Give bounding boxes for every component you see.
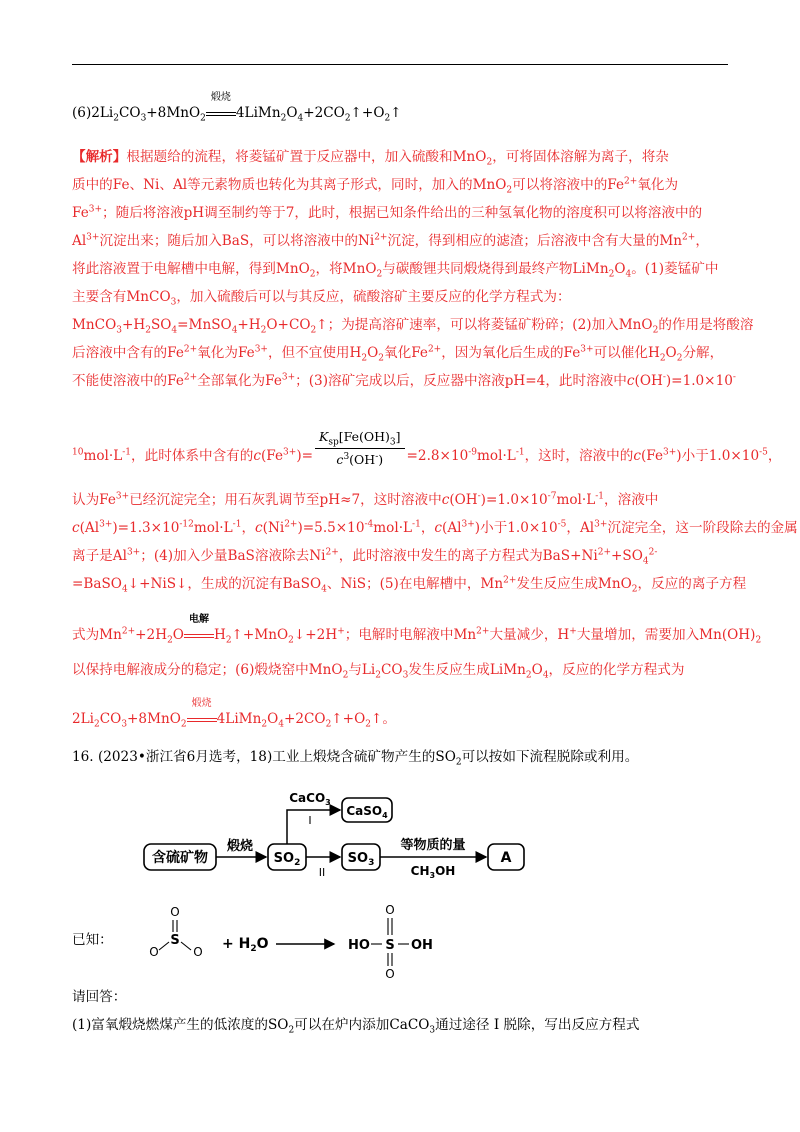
reaction-condition: 煅烧 (206, 104, 236, 122)
h2so4-ho: HO (348, 938, 370, 953)
analysis-line-15: 式为$Mn^{2+}+2H_2O$ 电解 $H_2↑+MnO_2↓+2H^+$；电解时电解液中$Mn^{2+}$大量减少，H+大量增加，需要加入$Mn(OH)_2$ (72, 614, 762, 646)
analysis-line-17: $2Li_2CO_3+8MnO_2$ 煅烧 $4LiMn_2O_4+2CO_2↑+O_2↑$。 (72, 698, 396, 730)
analysis-line-9: 不能使溶液中的$Fe^{2+}$全部氧化为$Fe^{3+}$；(3)溶矿完成以后，反应器中溶液pH=4，此时溶液中c(OH-)=1.0×10- (72, 372, 736, 389)
process-flow-diagram (100, 782, 700, 890)
analysis-line-5: 将此溶液置于电解槽中电解，得到MnO$_2$，将MnO$_2$与碳酸锂共同煅烧得到最终产物$LiMn_2O_4$。(1)菱锰矿中 (72, 261, 719, 280)
so3-o-right: O (193, 945, 203, 959)
h2o-label: + $H_2O$ (222, 936, 269, 954)
analysis-line-2: 质中的Fe、Ni、Al等元素物质也转化为其离子形式，同时，加入的MnO$_2$可以将溶液中的$Fe^{2+}$氧化为 (72, 176, 679, 196)
analysis-line-14: =BaSO$_4$↓+NiS↓，生成的沉淀有BaSO$_4$、NiS；(5)在电解槽中，$Mn^{2+}$发生反应生成MnO$_2$，反应的离子方程 (72, 575, 747, 595)
known-label: 已知： (72, 932, 113, 948)
h2so4-oh: OH (411, 938, 433, 953)
reply-prompt: 请回答： (72, 989, 127, 1005)
so3-label: $SO_3$ (347, 851, 375, 868)
so3-o-top: O (170, 905, 180, 919)
path-2-label: II (318, 866, 326, 879)
analysis-line-13: 离子是$Al^{3+}$；(4)加入少量BaS溶液除去$Ni^{2+}$，此时溶液中发生的离子方程式为$BaS+Ni^{2+}+SO_4^{2-}$ (72, 547, 658, 567)
analysis-line-7: $MnCO_3+H_2SO_4=MnSO_4+H_2O+CO_2↑$；为提高溶矿速率，可以将菱锰矿粉碎；(2)加入MnO$_2$的作用是将酸溶 (72, 317, 754, 336)
analysis-line-3: $Fe^{3+}$；随后将溶液pH调至制约等于7，此时，根据已知条件给出的三种氢氧化物的溶度积可以将溶液中的 (72, 204, 703, 221)
equal-amount-label: 等物质的量 (400, 838, 466, 853)
path-1-arrow (287, 810, 340, 844)
product-a-label: A (500, 850, 512, 866)
analysis-tag: 【解析】 (72, 149, 127, 165)
calcine-label: 煅烧 (226, 839, 254, 854)
h2so4-s-atom: S (385, 938, 395, 953)
analysis-line-10: $^{10}mol\cdot L^{-1}$，此时体系中含有的$c(Fe^{3+})=$ $\frac{K_{sp}[Fe(OH)_3]}{c^3(OH^-)}$ $=2.8\times 10^{-9}mol\cdot L^{-1}$，这时，溶液中的$c(Fe^{3+})$小于$1.0\times 10^{-5}$， (72, 429, 782, 467)
analysis-line-8: 后溶液中含有的$Fe^{2+}$氧化为$Fe^{3+}$，但不宜使用$H_2O_2$氧化$Fe^{2+}$，因为氧化后生成的$Fe^{3+}$可以催化$H_2O_2$分解， (72, 344, 724, 364)
caso4-label: CaSO$_4$ (346, 804, 388, 820)
ore-label: 含硫矿物 (152, 850, 208, 866)
h2so4-o-top: O (385, 903, 395, 917)
path-1-label: I (308, 814, 312, 827)
analysis-line-1: 【解析】根据题给的流程，将菱锰矿置于反应器中，加入硫酸和MnO$_2$，可将固体溶解为离子，将杂 (72, 149, 669, 168)
analysis-line-16: 以保持电解液成分的稳定；(6)煅烧窑中MnO$_2$与$Li_2CO_3$发生反应生成$LiMn_2O_4$，反应的化学方程式为 (72, 662, 685, 681)
methanol-label: $CH_3OH$ (410, 864, 456, 880)
electrolysis-condition: 电解 (184, 626, 214, 644)
analysis-line-6: 主要含有MnCO$_3$，加入硫酸后可以与其反应，硫酸溶矿主要反应的化学方程式为： (72, 289, 571, 308)
analysis-line-4: $Al^{3+}$沉淀出来；随后加入BaS，可以将溶液中的$Ni^{2+}$沉淀，得到相应的滤渣；后溶液中含有大量的$Mn^{2+}$， (72, 232, 709, 249)
known-reaction (72, 900, 472, 980)
h2so4-o-bottom: O (385, 967, 395, 980)
analysis-line-12: $c(Al^{3+})=1.3\times 10^{-12}mol\cdot L^{-1}$，$c(Ni^{2+})=5.5\times 10^{-4}mol\cdot L^{-1}$，$c(Al^{3+})$小于$1.0\times 10^{-5}$，$Al^{3+}$沉淀完全，这一阶段除去的金属 (72, 519, 798, 536)
so3-o-left: O (149, 945, 159, 959)
header-rule (72, 64, 728, 65)
caco3-label: CaCO$_3$ (289, 791, 331, 807)
so2-label: $SO_2$ (273, 851, 301, 868)
question-1: (1)富氧煅烧燃煤产生的低浓度的$SO_2$可以在炉内添加CaCO$_3$通过途径 I 脱除，写出反应方程式 (72, 1017, 640, 1036)
equation-line-6: $(6)2Li_2CO_3+8MnO_2$ 煅烧 $4LiMn_2O_4+2CO_2↑+O_2↑$ (72, 92, 402, 124)
ksp-fraction: $\frac{K_{sp}[Fe(OH)_3]}{c^3(OH^-)}$ (315, 428, 405, 469)
calcine-condition: 煅烧 (187, 710, 217, 728)
question-16-stem: 16. (2023•浙江省6月选考，18)工业上煅烧含硫矿物产生的$SO_2$可以按如下流程脱除或利用。 (72, 749, 639, 768)
analysis-line-11: 认为$Fe^{3+}$已经沉淀完全；用石灰乳调节至pH≈7，这时溶液中$c(OH^-)=1.0\times 10^{-7}mol\cdot L^{-1}$，溶液中 (72, 491, 659, 508)
so3-s-atom: S (170, 933, 180, 948)
